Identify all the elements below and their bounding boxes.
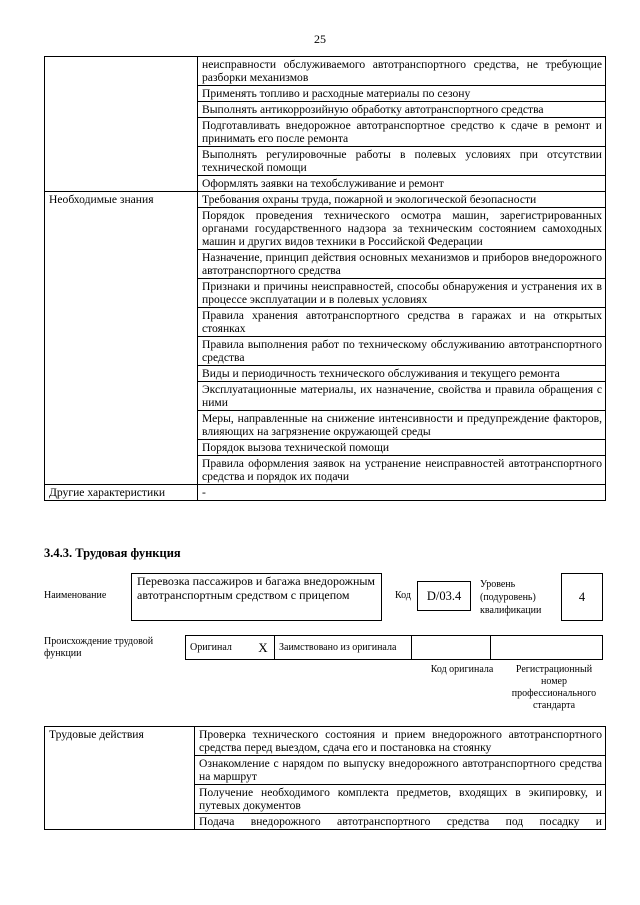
original-code-cell [412,636,491,660]
code-original-caption: Код оригинала [430,664,494,675]
table-row [45,192,606,208]
original-mark: X [252,636,275,660]
other-label: Другие характеристики [45,485,198,501]
original-label: Оригинал [186,636,253,660]
knowledge-item: Признаки и причины неисправностей, способы обнаружения и устранения их в процессе эксплуатации и в полевых условиях [198,279,606,308]
reg-number-cell [491,636,603,660]
knowledge-item: Виды и периодичность технического обслуживания и текущего ремонта [198,366,606,382]
level-label: Уровень (подуровень) квалификации [480,579,542,616]
knowledge-item: Правила оформления заявок на устранение неисправностей автотранспортного средства и порядок их подачи [198,456,606,485]
function-code-box: D/03.4 [417,581,471,611]
knowledge-label: Необходимые знания [45,192,198,485]
action-item: Подача внедорожного автотранспортного средства под посадку и [195,814,606,830]
skill-item: Применять топливо и расходные материалы по сезону [198,86,606,102]
borrowed-label: Заимствовано из оригинала [275,636,412,660]
action-item: Ознакомление с нарядом по выпуску внедорожного автотранспортного средства на маршрут [195,756,606,785]
actions-label: Трудовые действия [45,727,195,830]
table-row [45,485,606,501]
table-row [45,727,606,756]
function-name-box: Перевозка пассажиров и багажа внедорожным автотранспортным средством с прицепом [131,573,382,621]
skill-item: Выполнять регулировочные работы в полевых условиях при отсутствии технической помощи [198,147,606,176]
skills-label-cell [45,57,198,192]
knowledge-item: Требования охраны труда, пожарной и экологической безопасности [198,192,606,208]
knowledge-item: Порядок проведения технического осмотра машин, зарегистрированных органами государственного надзора за техническим состоянием самоходных машин и других видов техники в Российской Федерации [198,208,606,250]
page-number: 25 [314,32,326,46]
name-label: Наименование [44,590,107,601]
reg-number-caption: Регистрационный номер профессионального стандарта [511,664,597,711]
other-value: - [198,485,606,501]
action-item: Проверка технического состояния и прием внедорожного автотранспортного средства перед выездом, сдача его и постановка на стоянку [195,727,606,756]
knowledge-item: Назначение, принцип действия основных механизмов и приборов внедорожного автотранспортного средства [198,250,606,279]
level-value-box: 4 [561,573,603,621]
skill-item: Подготавливать внедорожное автотранспортное средство к сдаче в ремонт и принимать его после ремонта [198,118,606,147]
knowledge-item: Правила хранения автотранспортного средства в гаражах и на открытых стоянках [198,308,606,337]
knowledge-item: Порядок вызова технической помощи [198,440,606,456]
requirements-table [44,56,606,501]
table-row [186,636,603,660]
section-title: 3.4.3. Трудовая функция [44,546,181,560]
skill-item: Выполнять антикоррозийную обработку автотранспортного средства [198,102,606,118]
skill-item: неисправности обслуживаемого автотранспортного средства, не требующие разборки механизмов [198,57,606,86]
actions-table [44,726,606,830]
knowledge-item: Меры, направленные на снижение интенсивности и предупреждение факторов, влияющих на загрязнение окружающей среды [198,411,606,440]
origin-label: Происхождение трудовой функции [44,636,154,659]
knowledge-item: Эксплуатационные материалы, их назначение, свойства и правила обращения с ними [198,382,606,411]
origin-table [185,635,603,660]
knowledge-item: Правила выполнения работ по техническому обслуживанию автотранспортного средства [198,337,606,366]
code-label: Код [395,590,411,601]
skill-item: Оформлять заявки на техобслуживание и ремонт [198,176,606,192]
table-row [45,57,606,86]
action-item: Получение необходимого комплекта предметов, входящих в экипировку, и путевых документов [195,785,606,814]
